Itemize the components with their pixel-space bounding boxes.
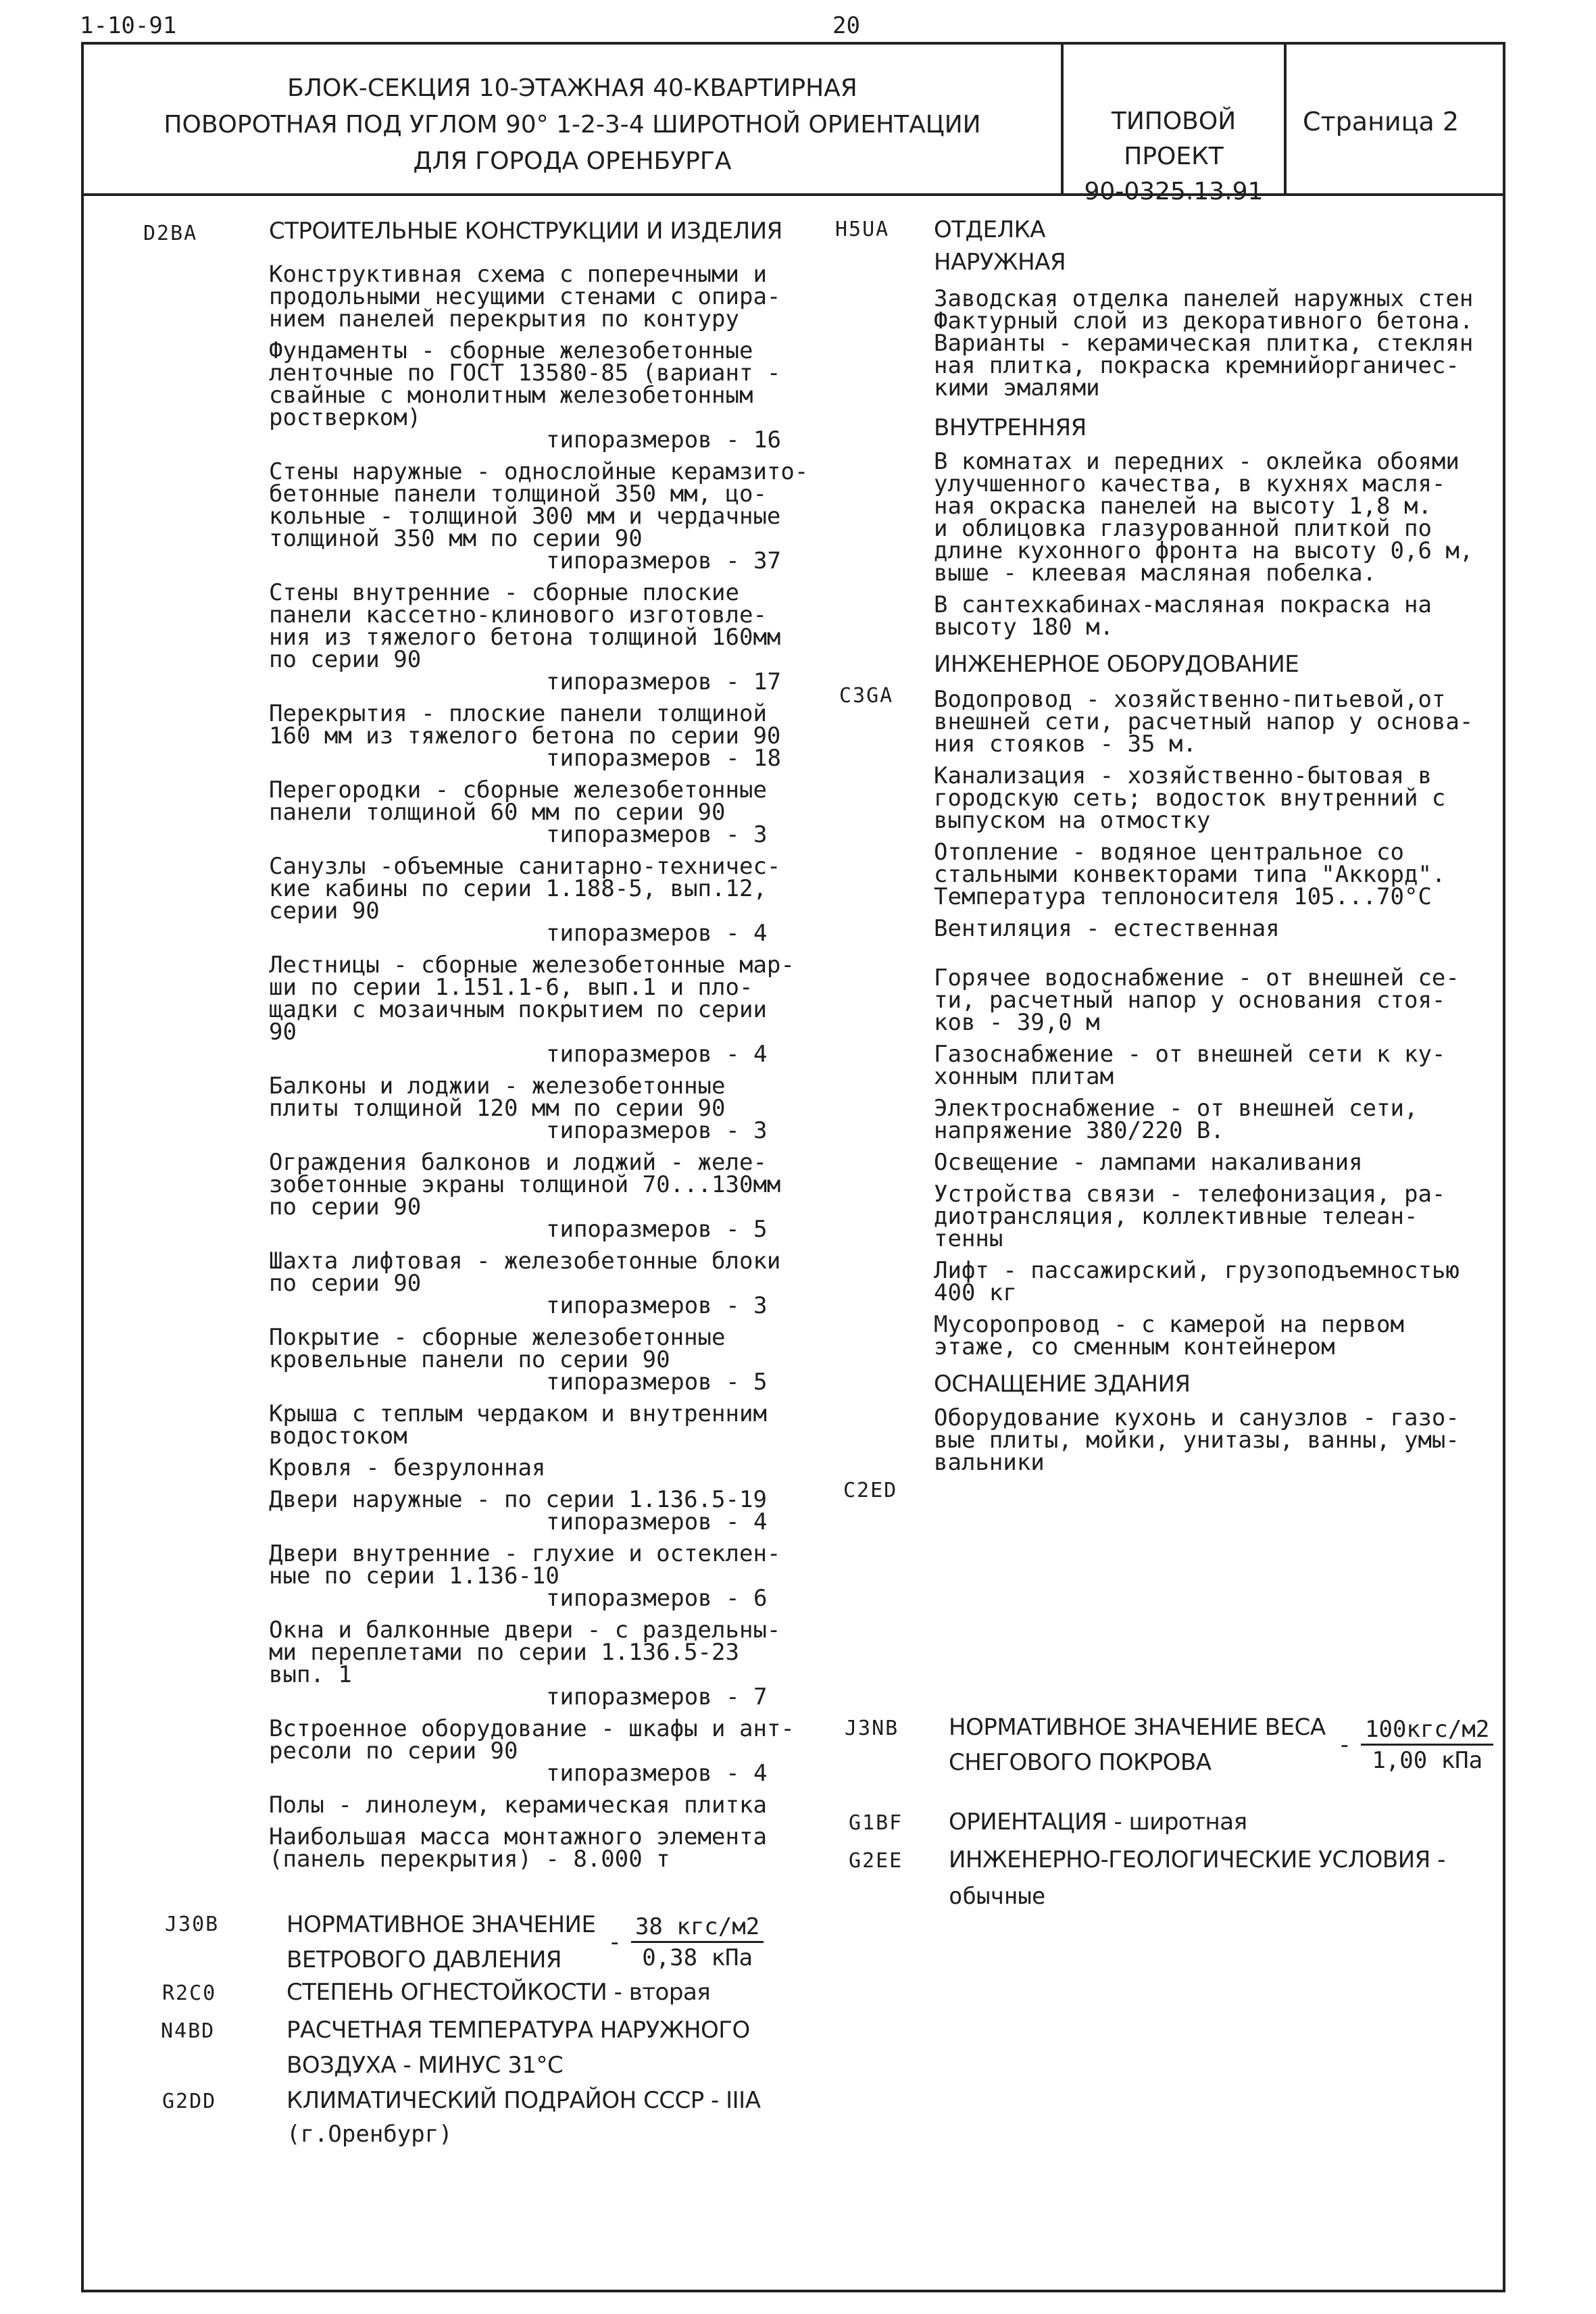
wind-load: НОРМАТИВНОЕ ЗНАЧЕНИЕ ВЕТРОВОГО ДАВЛЕНИЯ - $\frac{\text{38 кгс/м2}}{\text{0,38 кПа}}$ [286,1907,841,1977]
construction-item [269,1250,850,1317]
construction-item [269,1540,850,1612]
item-line: Перекрытия - плоские панели толщиной [269,700,767,727]
item-line: Перегородки - сборные железобетонные [269,777,767,804]
item-line: выпуском на отмостку [934,807,1211,834]
construction-item [269,458,850,574]
engineering-item [934,1183,1528,1250]
title-line: БЛОК-СЕКЦИЯ 10-ЭТАЖНАЯ 40-КВАРТИРНАЯ [287,74,857,102]
construction-item [269,579,850,695]
item-line: ленточные по ГОСТ 13580-85 (вариант - [269,360,781,387]
item-line: ния из тяжелого бетона толщиной 160мм [269,624,781,651]
item-line: Освещение - лампами накаливания [934,1149,1363,1176]
corner-left-label: 1-10-91 [80,12,177,39]
engineering-heading: ИНЖЕНЕРНОЕ ОБОРУДОВАНИЕ [934,651,1299,678]
text-line: Варианты - керамическая плитка, стеклян [934,330,1474,357]
code-wind: J30B [165,1913,220,1936]
text-line: высоту 180 м. [934,614,1114,641]
snow-value-kpa: 1,00 кПа [1372,1746,1483,1774]
orientation-text: ОРИЕНТАЦИЯ - широтная [949,1808,1247,1836]
item-line: Двери наружные - по серии 1.136.5-19 [269,1486,767,1513]
item-line: 160 мм из тяжелого бетона по серии 90 [269,722,781,749]
item-line: ния стояков - 35 м. [934,731,1197,758]
wind-value-kpa: 0,38 кПа [642,1944,753,1971]
constructions-section [269,215,850,1880]
item-line: зобетонные экраны толщиной 70...130мм [269,1171,781,1198]
item-sizes: типоразмеров - 5 [546,1216,768,1243]
construction-item [269,1324,850,1396]
geology-value: обычные [949,1883,1046,1910]
engineering-list [934,686,1528,1360]
snow-label-2: СНЕГОВОГО ПОКРОВА [949,1749,1212,1776]
constructions-heading: СТРОИТЕЛЬНЫЕ КОНСТРУКЦИИ И ИЗДЕЛИЯ [269,218,782,245]
page-cell [1287,45,1505,193]
construction-item [269,1715,850,1787]
item-line: Двери внутренние - глухие и остеклен- [269,1540,781,1567]
item-line: Вентиляция - естественная [934,915,1280,942]
item-line: Фундаменты - сборные железобетонные [269,337,753,364]
text-line: Фактурный слой из декоративного бетона. [934,307,1474,335]
construction-item [269,1400,850,1450]
item-line: Санузлы -объемные санитарно-техничес- [269,853,781,880]
item-line: ные по серии 1.136-10 [269,1562,559,1590]
text-line: выше - клеевая масляная побелка. [934,560,1377,587]
item-line: ми переплетами по серии 1.136.5-23 [269,1639,739,1666]
item-sizes: типоразмеров - 4 [546,1760,768,1787]
item-sizes: типоразмеров - 4 [546,920,768,947]
document-title [84,45,1064,193]
inner-finishing-heading: ВНУТРЕННЯЯ [934,414,1087,441]
text-line: Оборудование кухонь и санузлов - газо- [934,1404,1460,1431]
engineering-item [934,686,1528,758]
item-line: Газоснабжение - от внешней сети к ку- [934,1041,1446,1068]
text-line: вые плиты, мойки, унитазы, ванны, умы- [934,1427,1460,1454]
climate-region: КЛИМАТИЧЕСКИЙ ПОДРАЙОН СССР - IIIА [286,2087,761,2114]
text-line: ная плитка, покраска кремнийорганичес- [934,352,1460,379]
item-line: кольные - толщиной 300 мм и чердачные [269,503,781,530]
construction-item [269,1149,850,1243]
item-line: Лестницы - сборные железобетонные мар- [269,952,795,979]
project-label: ТИПОВОЙ ПРОЕКТ [1111,107,1237,170]
text-line: В комнатах и передних - оклейка обоями [934,448,1460,475]
code-snow: J3NB [845,1717,899,1740]
item-line: напряжение 380/220 В. [934,1117,1224,1144]
wind-label-1: НОРМАТИВНОЕ ЗНАЧЕНИЕ [286,1911,596,1938]
item-line: продольными несущими стенами с опира- [269,283,781,310]
engineering-item [934,762,1528,834]
item-line: Балконы и лоджии - железобетонные [269,1073,726,1100]
item-line: хонным плитам [934,1063,1114,1090]
item-line: Отопление - водяное центральное со [934,839,1404,866]
construction-item [269,1619,850,1708]
item-line: диотрансляция, коллективные телеан- [934,1203,1418,1230]
construction-item [269,1075,850,1142]
item-line: нием панелей перекрытия по контуру [269,305,739,333]
engineering-item [934,1095,1528,1144]
item-line: Лифт - пассажирский, грузоподъемностью [934,1257,1460,1284]
item-sizes: типоразмеров - 5 [546,1369,768,1396]
item-line: Горячее водоснабжение - от внешней се- [934,964,1460,991]
engineering-item [934,964,1528,1036]
right-section [934,214,1528,1483]
item-line: Полы - линолеум, керамическая плитка [269,1792,767,1819]
item-line: Крыша с теплым чердаком и внутренним [269,1400,767,1427]
item-line: внешней сети, расчетный напор у основа- [934,708,1474,735]
item-sizes: типоразмеров - 3 [546,1292,768,1319]
outer-finishing-heading: НАРУЖНАЯ [934,249,1066,276]
constructions-list [269,261,850,1873]
title-line: ДЛЯ ГОРОДА ОРЕНБУРГА [413,147,732,175]
item-line: этаже, со сменным контейнером [934,1333,1335,1360]
code-geology: G2EE [849,1849,903,1873]
inner-finishing-text [934,448,1528,587]
construction-item [269,1823,850,1873]
engineering-item [934,841,1528,908]
design-temp-2: ВОЗДУХА - МИНУС 31°С [286,2052,564,2079]
item-line: Стены наружные - однослойные керамзито- [269,458,809,485]
item-line: Ограждения балконов и лоджий - желе- [269,1149,767,1176]
code-equipment: C2ED [843,1479,898,1502]
item-line: толщиной 350 мм по серии 90 [269,525,643,552]
code-finishing: H5UA [835,218,890,241]
geology-text: ИНЖЕНЕРНО-ГЕОЛОГИЧЕСКИЕ УСЛОВИЯ - [949,1846,1445,1873]
item-line: по серии 90 [269,646,422,673]
item-line: Стены внутренние - сборные плоские [269,579,739,606]
project-number: 90-0325.13.91 [1084,178,1264,205]
item-sizes: типоразмеров - 3 [546,1117,768,1144]
item-line: панели кассетно-клинового изготовле- [269,601,767,629]
code-orientation: G1BF [849,1811,903,1835]
item-line: (панель перекрытия) - 8.000 т [269,1846,670,1873]
construction-item [269,1486,850,1535]
item-line: по серии 90 [269,1193,422,1221]
engineering-item [934,1043,1528,1088]
item-line: Устройства связи - телефонизация, ра- [934,1181,1446,1208]
construction-item [269,261,850,333]
engineering-item [934,1311,1528,1360]
item-line: 400 кг [934,1279,1017,1306]
construction-item [269,700,850,772]
item-line: тенны [934,1225,1003,1252]
item-line: Водопровод - хозяйственно-питьевой,от [934,686,1446,713]
equipment-text [934,1404,1528,1476]
item-line: ши по серии 1.151.1-6, вып.1 и пло- [269,974,753,1001]
item-sizes: типоразмеров - 6 [546,1585,768,1612]
construction-item [269,954,850,1066]
wind-value-kgs: 38 кгс/м2 [631,1916,764,1943]
item-sizes: типоразмеров - 3 [546,821,768,848]
construction-item [269,779,850,846]
item-line: кие кабины по серии 1.188-5, вып.12, [269,875,767,902]
item-sizes: типоразмеров - 37 [546,547,781,574]
item-line: Покрытие - сборные железобетонные [269,1324,726,1351]
item-line: Температура теплоносителя 105...70°С [934,883,1432,910]
code-constructions: D2BA [143,222,198,245]
design-temp-1: РАСЧЕТНАЯ ТЕМПЕРАТУРА НАРУЖНОГО [286,2017,750,2044]
code-climate: G2DD [162,2090,217,2113]
item-line: 90 [269,1018,297,1045]
item-sizes: типоразмеров - 4 [546,1508,768,1535]
item-line: ков - 39,0 м [934,1009,1100,1036]
code-temp: N4BD [161,2019,216,2043]
construction-item [269,337,850,453]
text-line: кими эмалями [934,374,1100,401]
text-line: вальники [934,1449,1045,1476]
construction-item [269,853,850,947]
snow-label-1: НОРМАТИВНОЕ ЗНАЧЕНИЕ ВЕСА [949,1714,1326,1741]
item-line: Встроенное оборудование - шкафы и ант- [269,1715,795,1742]
item-line: водостоком [269,1423,407,1450]
item-line: серии 90 [269,897,380,925]
fire-resistance: СТЕПЕНЬ ОГНЕСТОЙКОСТИ - вторая [286,1979,711,2006]
text-line: улучшенного качества, в кухнях масля- [934,470,1446,497]
item-line: ресоли по серии 90 [269,1738,518,1765]
title-line: ПОВОРОТНАЯ ПОД УГЛОМ 90° 1-2-3-4 ШИРОТНОЙ ОРИЕНТАЦИИ [164,111,981,139]
item-line: Конструктивная схема с поперечными и [269,261,767,288]
item-line: Окна и балконные двери - с раздельны- [269,1617,781,1644]
item-line: стальными конвекторами типа "Аккорд". [934,861,1446,888]
text-line: Заводская отделка панелей наружных стен [934,285,1474,312]
text-line: В сантехкабинах-масляная покраска на [934,591,1432,618]
title-block [84,45,1503,205]
wind-label-2: ВЕТРОВОГО ДАВЛЕНИЯ [286,1946,562,1973]
item-line: ростверком) [269,404,422,431]
text-line: и облицовка глазурованной плиткой по [934,515,1432,542]
item-sizes: типоразмеров - 18 [546,745,781,772]
item-line: Мусоропровод - с камерой на первом [934,1311,1404,1338]
sanitary-finishing-text [934,591,1528,641]
item-line: Кровля - безрулонная [269,1454,546,1481]
construction-item [269,1454,850,1481]
item-line: бетонные панели толщиной 350 мм, цо- [269,481,767,508]
item-line: вып. 1 [269,1661,352,1688]
item-sizes: типоразмеров - 16 [546,426,781,453]
engineering-item [934,1149,1528,1176]
item-line: плиты толщиной 120 мм по серии 90 [269,1095,726,1122]
item-line: Электроснабжение - от внешней сети, [934,1095,1418,1122]
finishing-heading: ОТДЕЛКА [934,216,1046,243]
item-sizes: типоразмеров - 7 [546,1683,768,1710]
item-line: свайные с монолитным железобетонным [269,382,753,409]
engineering-item [934,1257,1528,1306]
item-sizes: типоразмеров - 17 [546,668,781,695]
text-line: длине кухонного фронта на высоту 0,6 м, [934,537,1474,564]
outer-finishing-text [934,285,1528,401]
item-line: Наибольшая масса монтажного элемента [269,1823,767,1850]
equipment-heading: ОСНАЩЕНИЕ ЗДАНИЯ [934,1371,1191,1398]
construction-item [269,1794,850,1817]
page-label: Страница 2 [1303,107,1460,137]
text-line: ная окраска панелей на высоту 1,8 м. [934,493,1432,520]
item-line: городскую сеть; водосток внутренний с [934,785,1446,812]
item-line: кровельные панели по серии 90 [269,1346,670,1373]
wind-value [631,1913,764,1971]
corner-page-number: 20 [832,12,860,39]
snow-value-kgs: 100кгс/м2 [1361,1719,1493,1746]
item-line: панели толщиной 60 мм по серии 90 [269,799,726,826]
item-line: по серии 90 [269,1270,422,1297]
code-engineering: C3GA [839,684,894,708]
code-fire: R2C0 [162,1981,217,2005]
item-line: ти, расчетный напор у основания стоя- [934,987,1446,1014]
snow-load: НОРМАТИВНОЕ ЗНАЧЕНИЕ ВЕСА СНЕГОВОГО ПОКРОВА - $\frac{\text{100кгс/м2}}{\text{1,00 кПа}}$ [949,1710,1503,1780]
engineering-item [934,915,1528,942]
item-line: Шахта лифтовая - железобетонные блоки [269,1248,781,1275]
item-sizes: типоразмеров - 4 [546,1041,768,1068]
item-line: щадки с мозаичным покрытием по серии [269,996,767,1023]
item-line: Канализация - хозяйственно-бытовая в [934,762,1432,789]
snow-value [1361,1715,1493,1774]
climate-city: (г.Оренбург) [286,2121,453,2148]
project-cell [1064,45,1287,205]
